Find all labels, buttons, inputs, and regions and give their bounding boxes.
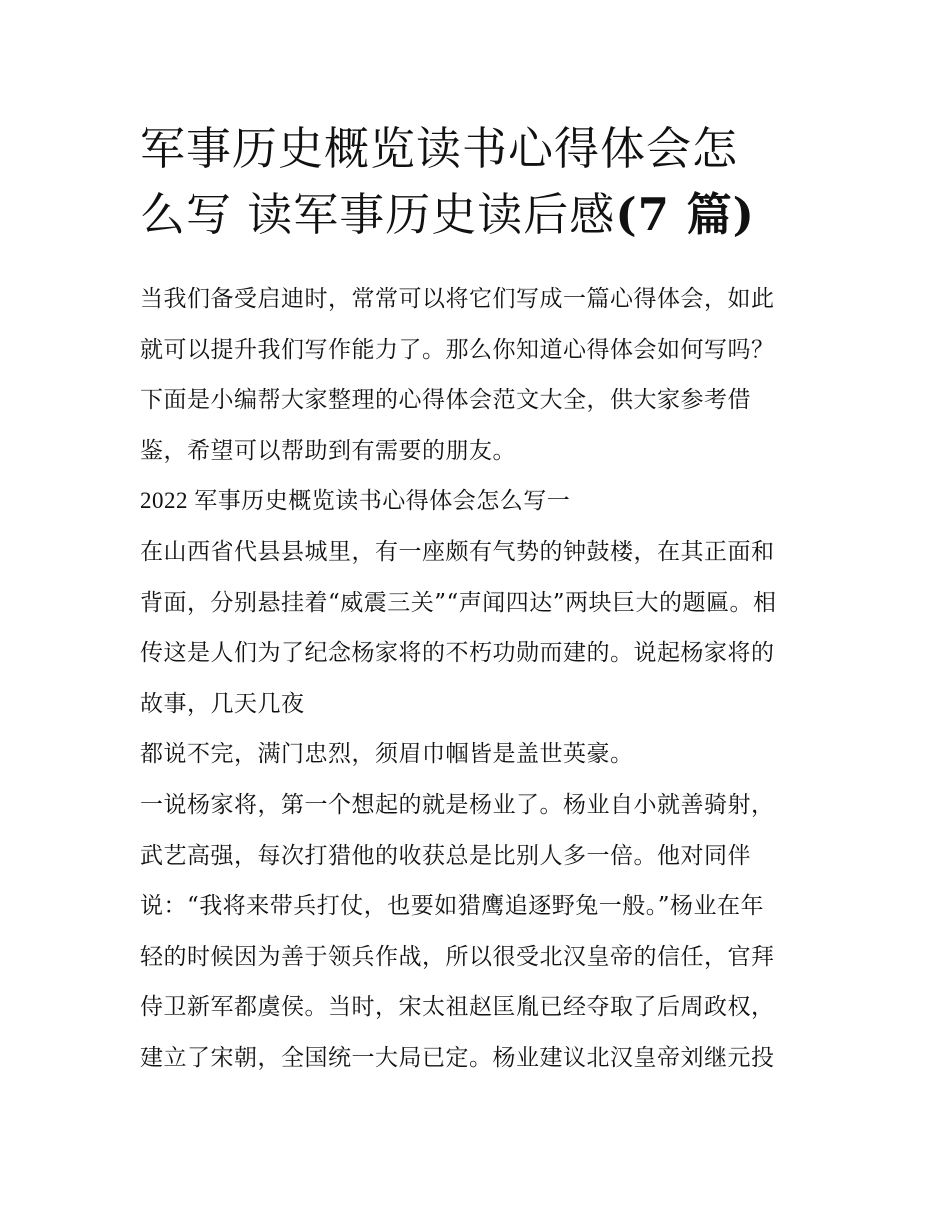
text-line: 就可以提升我们写作能力了。那么你知道心得体会如何写吗？	[140, 336, 775, 363]
text-line: 一说杨家将，第一个想起的就是杨业了。杨业自小就善骑射，	[140, 791, 775, 818]
text-line: 当我们备受启迪时，常常可以将它们写成一篇心得体会，如此	[140, 286, 775, 312]
document-title	[140, 116, 820, 248]
title-line-2	[140, 182, 820, 248]
text-line: 轻的时候因为善于领兵作战，所以很受北汉皇帝的信任，官拜	[140, 943, 775, 970]
document-content	[140, 116, 820, 1084]
text-line: 都说不完，满门忠烈，须眉巾帼皆是盖世英豪。	[140, 741, 634, 768]
title-line-2-text: 么写 读军事历史读后感	[140, 188, 616, 241]
text-line: 侍卫新军都虞侯。当时，宋太祖赵匡胤已经夺取了后周政权，	[140, 994, 775, 1021]
text-line: 下面是小编帮大家整理的心得体会范文大全，供大家参考借	[140, 387, 751, 414]
text-line: 故事，几天几夜	[140, 690, 305, 717]
text-line: 武艺高强，每次打猎他的收获总是比别人多一倍。他对同伴	[140, 842, 751, 869]
text-line: 在山西省代县县城里，有一座颇有气势的钟鼓楼，在其正面和	[140, 538, 775, 565]
text-line: 建立了宋朝，全国统一大局已定。杨业建议北汉皇帝刘继元投	[140, 1044, 775, 1071]
text-line: 说：“我将来带兵打仗，也要如猎鹰追逐野兔一般。”杨业在年	[140, 893, 765, 920]
title-line-2-count: (7 篇)	[615, 188, 755, 241]
title-line-1: 军事历史概览读书心得体会怎	[140, 122, 739, 175]
text-line: 鉴，希望可以帮助到有需要的朋友。	[140, 437, 516, 464]
text-line: 背面，分别悬挂着“威震三关”“声闻四达”两块巨大的题匾。相	[140, 589, 777, 616]
document-body	[140, 274, 820, 1084]
text-line: 传这是人们为了纪念杨家将的不朽功勋而建的。说起杨家将的	[140, 640, 775, 667]
section-heading: 2022 军事历史概览读书心得体会怎么写一	[140, 488, 571, 514]
